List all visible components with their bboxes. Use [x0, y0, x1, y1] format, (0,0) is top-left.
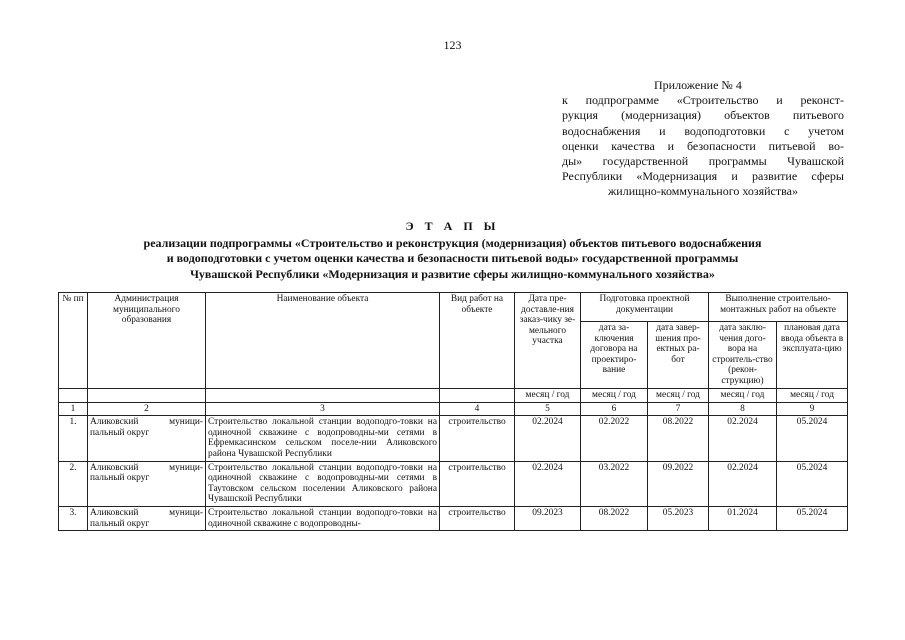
row-object: Строительство локальной станции водоподго-товки на одиночной скважине с водопроводны-: [206, 506, 440, 530]
header-design-docs: Подготовка проектной документации: [581, 293, 709, 322]
row-work-type: строительство: [440, 506, 515, 530]
row-date-provision: 09.2023: [515, 506, 581, 530]
appendix-line: к подпрограмме «Строительство и реконст-: [562, 93, 844, 108]
row-admin: Аликовский муници-пальный округ: [88, 416, 206, 461]
appendix-block: [562, 78, 844, 200]
column-number: 1: [59, 402, 88, 416]
header-construction: Выполнение строительно-монтажных работ на объекте: [709, 293, 848, 322]
row-work-type: строительство: [440, 461, 515, 506]
row-design-contract: 03.2022: [581, 461, 648, 506]
header-constr-contract: дата заклю-чения дого-вора на строитель-ство (рекон-струкцию): [709, 322, 777, 389]
column-number: 3: [206, 402, 440, 416]
unit-label: месяц / год: [515, 389, 581, 403]
heading-line: реализации подпрограммы «Строительство и реконструкция (модернизация) объектов питьевого водоснабжения: [143, 235, 762, 250]
column-number: 5: [515, 402, 581, 416]
appendix-line: рукция (модернизация) объектов питьевого: [562, 108, 844, 123]
row-admin: Аликовский муници-пальный округ: [88, 461, 206, 506]
table-row: [59, 506, 848, 530]
header-object: Наименование объекта: [206, 293, 440, 389]
row-commission-date: 05.2024: [777, 461, 848, 506]
row-constr-contract: 02.2024: [709, 461, 777, 506]
appendix-line: водоснабжения и водоподготовки с учетом: [562, 123, 844, 138]
heading-title: Э Т А П Ы: [405, 219, 500, 233]
table-row: [59, 416, 848, 461]
column-number: 4: [440, 402, 515, 416]
table-row: [59, 461, 848, 506]
row-work-type: строительство: [440, 416, 515, 461]
appendix-line: оценки качества и безопасности питьевой во-: [562, 138, 844, 153]
unit-label: месяц / год: [648, 389, 709, 403]
header-design-complete: дата завер-шения про-ектных ра-бот: [648, 322, 709, 389]
row-commission-date: 05.2024: [777, 416, 848, 461]
unit-label: месяц / год: [581, 389, 648, 403]
header-num: № пп: [59, 293, 88, 389]
column-number: 2: [88, 402, 206, 416]
header-work-type: Вид работ на объекте: [440, 293, 515, 389]
row-object: Строительство локальной станции водоподго-товки на одиночной скважине с водопроводны-ми сетями в Ефремкасинском сельском поселе-нии Аликовского района Чувашской Республики: [206, 416, 440, 461]
row-design-complete: 05.2023: [648, 506, 709, 530]
document-heading: [40, 219, 865, 282]
row-design-complete: 08.2022: [648, 416, 709, 461]
column-number: 8: [709, 402, 777, 416]
appendix-line: ды» государственной программы Чувашской: [562, 154, 844, 169]
header-design-contract: дата за-ключения договора на проектиро-вание: [581, 322, 648, 389]
row-object: Строительство локальной станции водоподго-товки на одиночной скважине с водопроводны-ми сетями в Таутовском сельском поселении Аликовского района Чувашской Республики: [206, 461, 440, 506]
stages-table: [58, 292, 848, 531]
unit-label: месяц / год: [709, 389, 777, 403]
row-admin: Аликовский муници-пальный округ: [88, 506, 206, 530]
unit-label: месяц / год: [777, 389, 848, 403]
column-number: 9: [777, 402, 848, 416]
appendix-line: жилищно-коммунального хозяйства»: [608, 184, 798, 199]
row-design-contract: 02.2022: [581, 416, 648, 461]
row-num: 2.: [59, 461, 88, 506]
row-date-provision: 02.2024: [515, 416, 581, 461]
heading-line: Чувашской Республики «Модернизация и развитие сферы жилищно-коммунального хозяйства»: [190, 266, 715, 281]
header-admin: Администрация муниципального образования: [88, 293, 206, 389]
appendix-line: Республики «Модернизация и развитие сферы: [562, 169, 844, 184]
heading-line: и водоподготовки с учетом оценки качества и безопасности питьевой воды» государственной программы: [166, 251, 739, 265]
column-number: 6: [581, 402, 648, 416]
row-num: 3.: [59, 506, 88, 530]
row-design-contract: 08.2022: [581, 506, 648, 530]
row-design-complete: 09.2022: [648, 461, 709, 506]
row-constr-contract: 01.2024: [709, 506, 777, 530]
page-number: 123: [443, 38, 462, 52]
column-number: 7: [648, 402, 709, 416]
header-date-provision: Дата пре-доставле-ния заказ-чику зе-мельного участка: [515, 293, 581, 389]
row-num: 1.: [59, 416, 88, 461]
row-date-provision: 02.2024: [515, 461, 581, 506]
header-commission-date: плановая дата ввода объекта в эксплуата-цию: [777, 322, 848, 389]
appendix-title: Приложение № 4: [654, 78, 742, 92]
row-constr-contract: 02.2024: [709, 416, 777, 461]
row-commission-date: 05.2024: [777, 506, 848, 530]
